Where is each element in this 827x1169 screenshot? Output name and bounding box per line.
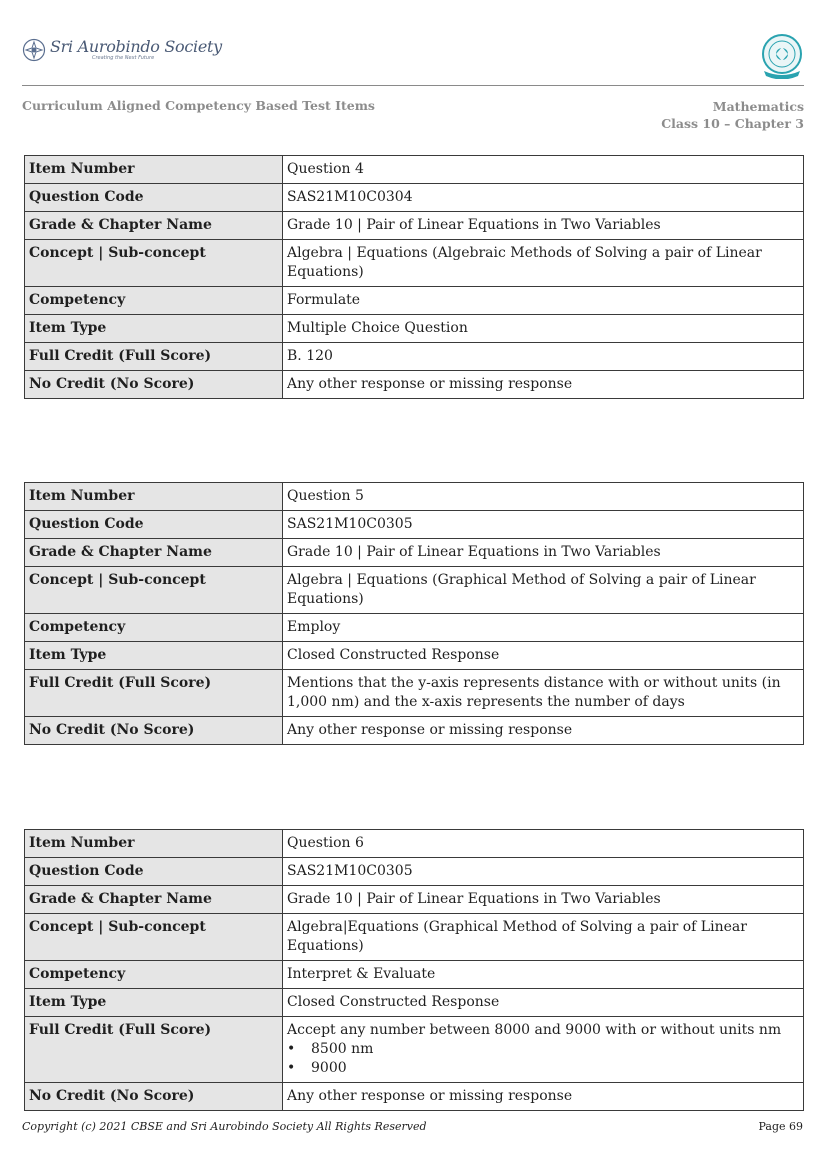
- subject-heading: [661, 98, 804, 132]
- row-label: No Credit (No Score): [25, 717, 283, 745]
- table-row: [25, 240, 804, 287]
- row-label: Competency: [25, 614, 283, 642]
- table-row: [25, 858, 804, 886]
- row-label: Item Type: [25, 642, 283, 670]
- question-code-value: SAS21M10C0305: [283, 858, 804, 886]
- item-number-value: Question 6: [283, 830, 804, 858]
- item-table-question-6: [24, 829, 804, 1111]
- full-credit-value: Mentions that the y-axis represents distance with or without units (in 1,000 nm) and the x-axis represents the number of days: [283, 670, 804, 717]
- row-label: Grade & Chapter Name: [25, 886, 283, 914]
- row-label: Competency: [25, 287, 283, 315]
- list-item: • 8500 nm: [287, 1040, 799, 1059]
- item-type-value: Closed Constructed Response: [283, 989, 804, 1017]
- cbse-seal-icon: [760, 33, 804, 79]
- no-credit-value: Any other response or missing response: [283, 1083, 804, 1111]
- row-label: Question Code: [25, 184, 283, 212]
- full-credit-value: B. 120: [283, 343, 804, 371]
- table-row: [25, 886, 804, 914]
- concept-value: Algebra | Equations (Graphical Method of Solving a pair of Linear Equations): [283, 567, 804, 614]
- question-code-value: SAS21M10C0304: [283, 184, 804, 212]
- item-table-question-5: [24, 482, 804, 745]
- logo-brand-text: Sri Aurobindo Society: [50, 37, 222, 56]
- class-chapter-label: Class 10 – Chapter 3: [661, 116, 804, 131]
- sri-aurobindo-society-logo: [22, 38, 222, 62]
- competency-value: Employ: [283, 614, 804, 642]
- item-type-value: Multiple Choice Question: [283, 315, 804, 343]
- grade-chapter-value: Grade 10 | Pair of Linear Equations in Two Variables: [283, 539, 804, 567]
- item-table-question-4: [24, 155, 804, 399]
- grade-chapter-value: Grade 10 | Pair of Linear Equations in Two Variables: [283, 212, 804, 240]
- row-label: Item Type: [25, 315, 283, 343]
- table-row: [25, 343, 804, 371]
- table-row: [25, 212, 804, 240]
- table-row: [25, 184, 804, 212]
- table-row: [25, 567, 804, 614]
- row-label: Full Credit (Full Score): [25, 670, 283, 717]
- item-number-value: Question 5: [283, 483, 804, 511]
- competency-value: Interpret & Evaluate: [283, 961, 804, 989]
- concept-value: Algebra|Equations (Graphical Method of Solving a pair of Linear Equations): [283, 914, 804, 961]
- question-code-value: SAS21M10C0305: [283, 511, 804, 539]
- row-label: Item Number: [25, 483, 283, 511]
- row-label: Concept | Sub-concept: [25, 240, 283, 287]
- full-credit-cell: [283, 1017, 804, 1083]
- table-row: [25, 1083, 804, 1111]
- row-label: Question Code: [25, 858, 283, 886]
- row-label: Item Number: [25, 156, 283, 184]
- row-label: Concept | Sub-concept: [25, 914, 283, 961]
- table-row: [25, 539, 804, 567]
- row-label: Grade & Chapter Name: [25, 212, 283, 240]
- table-row: [25, 614, 804, 642]
- list-item: • 9000: [287, 1059, 799, 1078]
- page-number: Page 69: [758, 1120, 803, 1133]
- table-row: [25, 961, 804, 989]
- lotus-emblem-icon: [22, 38, 46, 62]
- header-divider: [22, 85, 804, 86]
- subject-label: Mathematics: [712, 99, 804, 114]
- no-credit-value: Any other response or missing response: [283, 717, 804, 745]
- table-row: [25, 914, 804, 961]
- row-label: Full Credit (Full Score): [25, 1017, 283, 1083]
- row-label: Grade & Chapter Name: [25, 539, 283, 567]
- accepted-answers-list: [287, 1040, 799, 1078]
- grade-chapter-value: Grade 10 | Pair of Linear Equations in Two Variables: [283, 886, 804, 914]
- no-credit-value: Any other response or missing response: [283, 371, 804, 399]
- table-row: [25, 1017, 804, 1083]
- table-row: [25, 287, 804, 315]
- row-label: No Credit (No Score): [25, 1083, 283, 1111]
- table-row: [25, 989, 804, 1017]
- row-label: Full Credit (Full Score): [25, 343, 283, 371]
- table-row: [25, 315, 804, 343]
- copyright-notice: Copyright (c) 2021 CBSE and Sri Aurobindo Society All Rights Reserved: [22, 1120, 427, 1133]
- item-type-value: Closed Constructed Response: [283, 642, 804, 670]
- table-row: [25, 830, 804, 858]
- row-label: Item Number: [25, 830, 283, 858]
- row-label: Competency: [25, 961, 283, 989]
- table-row: [25, 511, 804, 539]
- row-label: Item Type: [25, 989, 283, 1017]
- full-credit-value: Accept any number between 8000 and 9000 with or without units nm: [287, 1022, 782, 1038]
- item-number-value: Question 4: [283, 156, 804, 184]
- row-label: No Credit (No Score): [25, 371, 283, 399]
- row-label: Concept | Sub-concept: [25, 567, 283, 614]
- concept-value: Algebra | Equations (Algebraic Methods of Solving a pair of Linear Equations): [283, 240, 804, 287]
- competency-value: Formulate: [283, 287, 804, 315]
- table-row: [25, 371, 804, 399]
- row-label: Question Code: [25, 511, 283, 539]
- table-row: [25, 483, 804, 511]
- table-row: [25, 717, 804, 745]
- table-row: [25, 670, 804, 717]
- curriculum-title: Curriculum Aligned Competency Based Test Items: [22, 98, 375, 113]
- logo-tagline: Creating the Next Future: [92, 55, 155, 61]
- table-row: [25, 642, 804, 670]
- table-row: [25, 156, 804, 184]
